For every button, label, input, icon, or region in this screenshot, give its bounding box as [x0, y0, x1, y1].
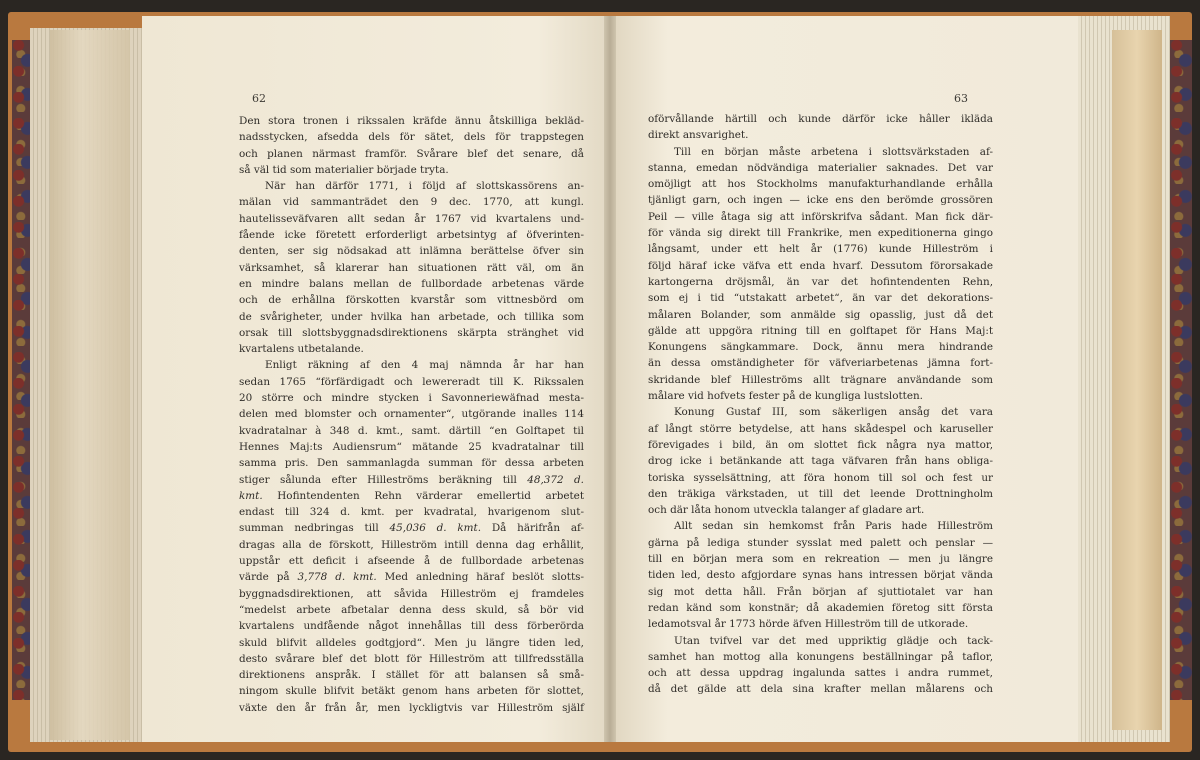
text-line: och planen närmast framför. Svårare blef det senare, då	[239, 147, 584, 160]
marbled-endpaper-right	[1170, 40, 1192, 700]
text-line: värde på 3,778 d. kmt. Med anledning häraf beslöt slotts-	[239, 571, 584, 584]
text-line: mälan vid sammanträdet den 9 dec. 1770, att kungl.	[239, 196, 584, 209]
text-line: samma pris. Den sammanlagda summan för dessa arbeten	[239, 457, 584, 470]
text-line: uppstår ett deficit i afseende å de fullbordade arbetenas	[239, 555, 584, 568]
text-line: en mindre balans mellan de fullbordade arbetenas värde	[239, 277, 584, 290]
text-line: långsamt, under ett helt år (1776) kunde Hilleström i	[648, 243, 993, 256]
text-line: de svårigheter, under hvilka han arbetade, och tillika som	[239, 310, 584, 323]
text-line: Den stora tronen i rikssalen kräfde ännu åtskilliga bekläd-	[239, 115, 584, 127]
page-number-right: 63	[954, 92, 968, 105]
text-line: och att dessa uppdrag ingalunda sattes i andra rummet,	[648, 667, 993, 680]
text-line: än dessa omständigheter för väfveriarbetenas jämna fort-	[648, 357, 993, 370]
text-line: Peil — ville åtaga sig att införskrifva sådant. Man fick där-	[648, 210, 993, 223]
text-line: och där låta honom utveckla talanger af gladare art.	[648, 504, 925, 517]
text-line: omöjligt att hos Stockholms manufakturhandlande erhålla	[648, 178, 993, 191]
text-line: den träkiga värkstaden, ut till det leende Drottningholm	[648, 487, 993, 500]
text-line: förevigades i bild, än om slottet fick några nya mattor,	[648, 438, 993, 451]
text-line: skridande blef Hilleströms allt trägnare användande som	[648, 373, 993, 386]
text-line: tjänligt garn, och ingen — icke ens den berömde grossören	[648, 194, 993, 207]
text-line: Utan tvifvel var det med uppriktig glädje och tack-	[674, 634, 993, 647]
text-line: målare vid hofvets fester på de kungliga lustslotten.	[648, 390, 923, 403]
right-page-text	[648, 111, 993, 698]
text-line: endast till 324 d. kmt. per kvadratal, hvarigenom slut-	[239, 506, 584, 519]
tissue-insert-left	[50, 30, 130, 740]
italic-amount: 48,372 d.	[527, 473, 584, 486]
text-line: samhet han mottog alla konungens beställningar på taflor,	[648, 650, 993, 663]
text-line: kartongerna dröjsmål, än var det hofintendenten Rehn,	[648, 275, 993, 288]
text-line: för vända sig direkt till Frankrike, men expeditionerna gingo	[648, 227, 993, 240]
text-line: och de erhållna förskotten kvarstår som vittnesbörd om	[239, 294, 584, 307]
text-line: oförvållande härtill och kunde därför icke hâller ikläda	[648, 113, 993, 125]
text-line: summan nedbringas till 45,036 d. kmt. Då härifrån af-	[239, 522, 584, 535]
text-line: fående icke företett erforderligt arbetsintyg af öfverinten-	[239, 229, 584, 242]
text-line: byggnadsdirektionen, att såvida Hilleström ej framdeles	[239, 587, 584, 600]
text-line: När han därför 1771, i följd af slottskassörens an-	[265, 180, 584, 193]
left-page	[142, 16, 608, 742]
text-line: toriska sysselsättning, att föra honom till sol och fest ur	[648, 471, 993, 484]
italic-amount: kmt.	[239, 489, 263, 502]
right-page	[612, 16, 1078, 742]
text-line: delen med blomster och ornamenter“, utgörande inalles 114	[239, 408, 584, 421]
text-line: direktionens anspråk. I stället för att balansen så små-	[239, 669, 584, 682]
text-line: skuld blifvit alldeles godtgjord“. Men ju längre tiden led,	[239, 636, 584, 649]
text-line: då det gälde att dela sina krafter mellan målarens och	[648, 683, 993, 696]
tissue-insert-right	[1112, 30, 1162, 730]
text-line: stiger sålunda efter Hilleströms beräkning till 48,372 d.	[239, 473, 584, 486]
text-line: till en början mera som en rekreation — men ju längre	[648, 553, 993, 566]
text-line: Hennes Maj:ts Audiensrum“ mätande 25 kvadratalnar till	[239, 440, 584, 453]
text-line: Allt sedan sin hemkomst från Paris hade Hilleström	[674, 520, 993, 533]
text-line: direkt ansvarighet.	[648, 129, 749, 142]
text-line: värksamhet, så klarerar han situationen rätt väl, om än	[239, 261, 584, 274]
text-line: stanna, emedan nödvändiga materialier saknades. Det var	[648, 161, 993, 174]
text-line: målaren Bolander, som anmälde sig opasslig, just då det	[648, 308, 993, 321]
text-line: kvartalens undfående något innehållas till dess förberörda	[239, 620, 584, 633]
text-line: Konungens sängkammare. Dock, ännu mera hindrande	[648, 341, 993, 354]
text-line: 20 större och mindre stycken i Savonneriewäfnad mesta-	[239, 392, 584, 405]
text-line: gärna på lediga stunder sysslat med palett och penslar —	[648, 536, 993, 549]
text-line: drog icke i betänkande att taga väfvaren från hans obliga-	[648, 455, 993, 468]
text-line: kvadratalnar à 348 d. kmt., samt. därtill “en Golftapet til	[239, 424, 584, 437]
text-line: kmt. Hofintendenten Rehn värderar emellertid arbetet	[239, 489, 584, 502]
text-line: Konung Gustaf III, som säkerligen ansåg det vara	[674, 406, 993, 419]
text-line: hautelisseväfvaren allt sedan år 1767 vid kvartalens und-	[239, 212, 584, 225]
left-page-text	[239, 113, 584, 716]
text-line: gälde att uppgöra ritning till en golftapet för Hans Maj:t	[648, 324, 993, 337]
italic-amount: 45,036 d. kmt.	[389, 522, 482, 535]
text-line: tiden led, desto afgjordare synas hans intressen börjat vända	[648, 569, 993, 582]
text-line: redan känd som konstnär; då akademien företog sitt första	[648, 601, 993, 614]
text-line: växte den år från år, men lyckligtvis var Hilleström själf	[239, 701, 584, 714]
text-line: af långt större betydelse, att hans skådespel och karuseller	[648, 422, 993, 435]
text-line: “medelst arbete afbetalar denna dess skuld, så bör vid	[239, 603, 584, 616]
text-line: desto svårare blef det blott för Hilleström att tillfredsställa	[239, 652, 584, 665]
text-line: kvartalens utbetalande.	[239, 343, 364, 356]
italic-amount: 3,778 d. kmt.	[297, 571, 377, 584]
text-line: ledamotsval år 1773 hörde äfven Hilleström till de utkorade.	[648, 618, 969, 631]
book-gutter	[604, 16, 616, 742]
text-line: sedan 1765 “förfärdigadt och lewereradt till K. Rikssalen	[239, 375, 584, 388]
text-line: Enligt räkning af den 4 maj nämnda år har han	[265, 359, 584, 372]
text-line: nadsstycken, afsedda dels för sätet, dels för trappstegen	[239, 131, 584, 144]
text-line: denten, ser sig nödsakad att inlämna berättelse öfver sin	[239, 245, 584, 258]
text-line: så väl tid som materialier började tryta.	[239, 163, 449, 176]
text-line: ningom skulle blifvit betäkt genom hans arbeten för slottet,	[239, 685, 584, 698]
text-line: Till en början måste arbetena i slottsvärkstaden af-	[674, 145, 993, 158]
text-line: dragas alla de förskott, Hilleström intill denna dag erhållit,	[239, 538, 584, 551]
text-line: som ej i tid “utstakatt arbetet“, än var det dekorations-	[648, 292, 993, 305]
text-line: orsak till slottsbyggnadsdirektionens skärpta stränghet vid	[239, 326, 584, 339]
page-number-left: 62	[252, 92, 266, 105]
text-line: följd häraf icke väfva ett enda hvarf. Dessutom förorsakade	[648, 259, 993, 272]
text-line: sig mot detta håll. Från början af sjuttiotalet var han	[648, 585, 993, 598]
